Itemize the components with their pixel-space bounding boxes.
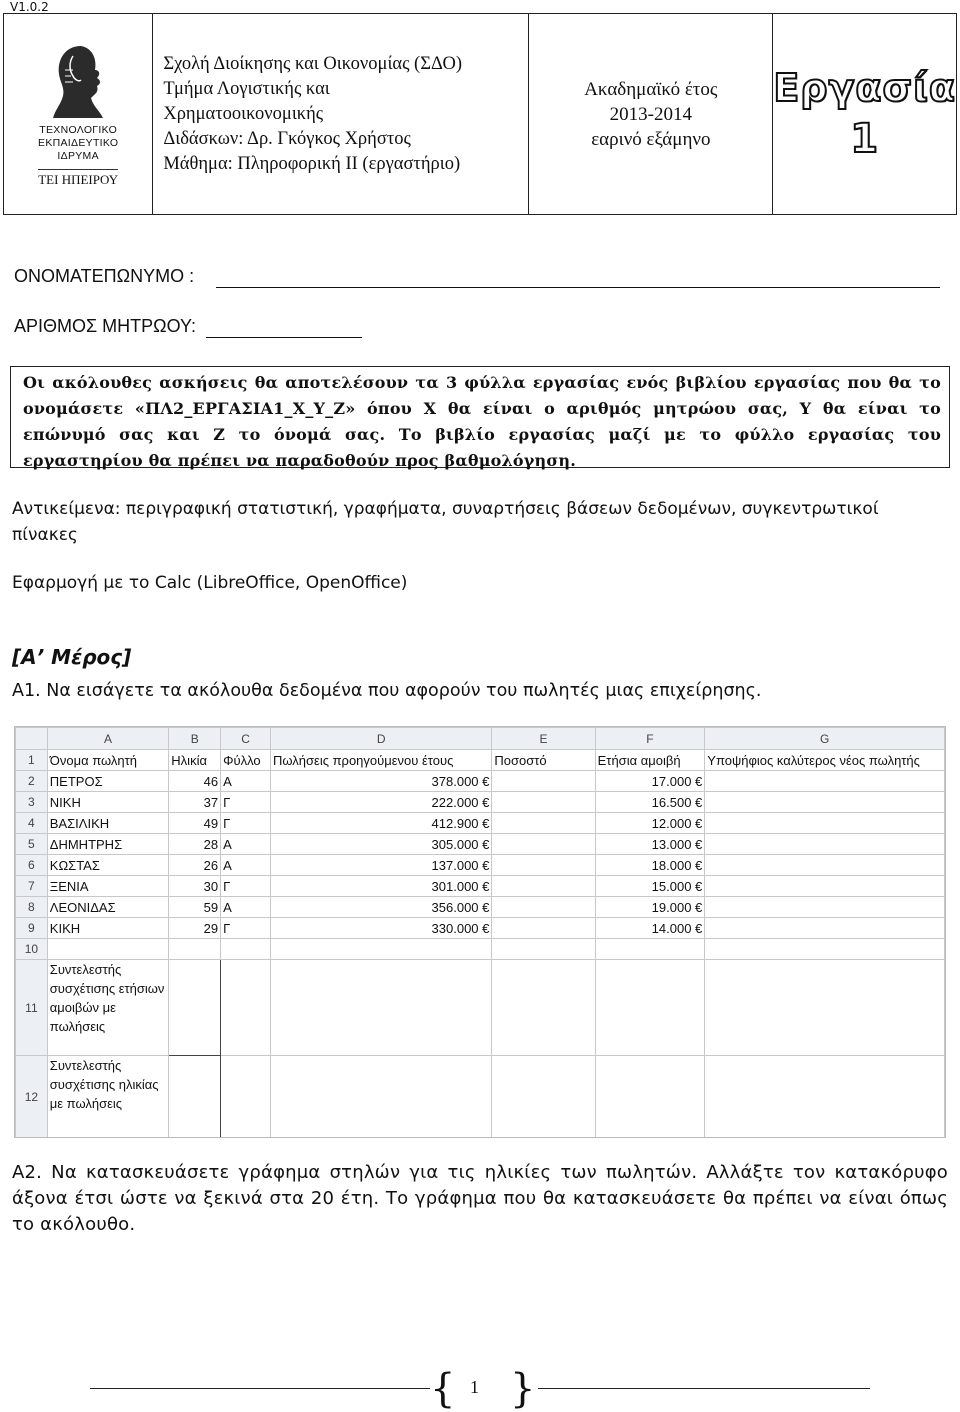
column-header[interactable]: C xyxy=(221,728,271,750)
cell[interactable] xyxy=(492,813,595,834)
instructions-box: Οι ακόλουθες ασκήσεις θα αποτελέσουν τα 3 φύλλα εργασίας ενός βιβλίου εργασίας που θα το ονομάσετε «ΠΛ2_ΕΡΓΑΣΙΑ1_Χ_Υ_Ζ» όπου Χ θα είναι ο αριθμός μητρώου σας, Υ θα είναι το επώνυμό σας και Ζ το όνομά σας. Το βιβλίο εργασίας μαζί με το φύλλο εργασίας του εργαστηρίου θα πρέπει να παραδοθούν προς βαθμολόγηση. xyxy=(10,366,950,468)
row-header[interactable]: 3 xyxy=(16,792,48,813)
footer-rule-right xyxy=(538,1388,870,1389)
cell[interactable] xyxy=(492,876,595,897)
cell[interactable]: 26 xyxy=(169,855,221,876)
table-row xyxy=(16,939,945,960)
cell[interactable]: ΝΙΚΗ xyxy=(47,792,169,813)
cell[interactable] xyxy=(221,1056,271,1138)
cell[interactable]: ΚΙΚΗ xyxy=(47,918,169,939)
footer-rule-left xyxy=(90,1388,430,1389)
column-header[interactable]: E xyxy=(492,728,595,750)
cell[interactable]: Α xyxy=(221,855,271,876)
cell[interactable]: 30 xyxy=(169,876,221,897)
cell[interactable]: Συντελεστής συσχέτισης ετήσιων αμοιβών με πωλήσεις xyxy=(47,960,169,1056)
logo-line-3: ΙΔΡΥΜΑ xyxy=(57,150,99,162)
cell[interactable]: 18.000 € xyxy=(595,855,705,876)
academic-year xyxy=(529,14,773,214)
table-row xyxy=(16,960,945,1056)
cell[interactable]: 15.000 € xyxy=(595,876,705,897)
row-header[interactable]: 4 xyxy=(16,813,48,834)
table-row xyxy=(16,918,945,939)
cell[interactable]: 412.900 € xyxy=(270,813,491,834)
cell[interactable]: Ποσοστό xyxy=(492,750,595,771)
school-line: Μάθημα: Πληροφορική ΙΙ (εργαστήριο) xyxy=(163,153,461,174)
row-header[interactable]: 12 xyxy=(16,1056,48,1138)
row-header[interactable]: 9 xyxy=(16,918,48,939)
table-row xyxy=(16,750,945,771)
cell[interactable]: 37 xyxy=(169,792,221,813)
cell[interactable]: ΒΑΣΙΛΙΚΗ xyxy=(47,813,169,834)
cell[interactable]: Γ xyxy=(221,792,271,813)
left-brace-icon: { xyxy=(430,1366,456,1412)
cell[interactable]: 29 xyxy=(169,918,221,939)
part-heading: [Α’ Μέρος] xyxy=(12,645,132,669)
cell[interactable] xyxy=(705,1056,945,1138)
cell[interactable] xyxy=(705,960,945,1056)
name-label: ΟΝΟΜΑΤΕΠΩΝΥΜΟ : xyxy=(14,266,195,286)
cell[interactable]: 222.000 € xyxy=(270,792,491,813)
cell[interactable] xyxy=(705,939,945,960)
spreadsheet xyxy=(14,726,946,1138)
cell[interactable]: 356.000 € xyxy=(270,897,491,918)
table-row xyxy=(16,813,945,834)
column-header[interactable]: G xyxy=(705,728,945,750)
cell[interactable] xyxy=(492,855,595,876)
cell[interactable] xyxy=(221,960,271,1056)
cell[interactable] xyxy=(169,960,221,1056)
school-line: Διδάσκων: Δρ. Γκόγκος Χρήστος xyxy=(163,128,411,149)
cell[interactable] xyxy=(705,771,945,792)
logo-line-1: ΤΕΧΝΟΛΟΓΙΚΟ xyxy=(39,124,118,136)
cell[interactable]: 12.000 € xyxy=(595,813,705,834)
year-line: 2013-2014 xyxy=(609,103,692,125)
column-header[interactable]: B xyxy=(169,728,221,750)
name-input-line[interactable] xyxy=(216,268,940,288)
row-header[interactable]: 7 xyxy=(16,876,48,897)
cell[interactable] xyxy=(492,792,595,813)
cell[interactable]: 19.000 € xyxy=(595,897,705,918)
year-line: εαρινό εξάμηνο xyxy=(591,128,711,150)
table-row xyxy=(16,876,945,897)
column-header[interactable]: F xyxy=(595,728,705,750)
row-header[interactable]: 2 xyxy=(16,771,48,792)
cell[interactable] xyxy=(705,876,945,897)
cell[interactable] xyxy=(492,897,595,918)
institution-logo xyxy=(4,14,153,214)
cell[interactable]: Φύλλο xyxy=(221,750,271,771)
cell[interactable] xyxy=(47,939,169,960)
application-text: Εφαρμογή με το Calc (LibreOffice, OpenOffice) xyxy=(12,573,408,593)
objectives-text: Αντικείμενα: περιγραφική στατιστική, γραφήματα, συναρτήσεις βάσεων δεδομένων, συγκεντρωτικοί πίνακες xyxy=(12,499,879,545)
table-row xyxy=(16,792,945,813)
cell[interactable]: Α xyxy=(221,834,271,855)
id-label: ΑΡΙΘΜΟΣ ΜΗΤΡΩΟΥ: xyxy=(14,316,197,336)
cell[interactable] xyxy=(492,771,595,792)
cell[interactable] xyxy=(492,939,595,960)
cell[interactable] xyxy=(221,939,271,960)
page-number: 1 xyxy=(470,1377,479,1397)
column-header[interactable]: A xyxy=(47,728,169,750)
cell[interactable] xyxy=(705,813,945,834)
cell[interactable]: Ετήσια αμοιβή xyxy=(595,750,705,771)
cell[interactable]: 137.000 € xyxy=(270,855,491,876)
table-row xyxy=(16,834,945,855)
cell[interactable]: 59 xyxy=(169,897,221,918)
spreadsheet-grid xyxy=(15,727,945,1138)
cell[interactable]: Α xyxy=(221,771,271,792)
table-row xyxy=(16,855,945,876)
cell[interactable]: 17.000 € xyxy=(595,771,705,792)
cell[interactable] xyxy=(169,1056,221,1138)
column-header[interactable]: D xyxy=(270,728,491,750)
cell[interactable] xyxy=(705,855,945,876)
cell[interactable] xyxy=(492,960,595,1056)
table-row xyxy=(16,771,945,792)
cell[interactable]: 13.000 € xyxy=(595,834,705,855)
cell[interactable]: ΛΕΟΝΙΔΑΣ xyxy=(47,897,169,918)
cell[interactable]: 301.000 € xyxy=(270,876,491,897)
cell[interactable] xyxy=(595,960,705,1056)
cell[interactable]: Υποψήφιος καλύτερος νέος πωλητής xyxy=(705,750,945,771)
cell[interactable]: Α xyxy=(221,897,271,918)
id-input-line[interactable] xyxy=(206,318,362,338)
title-text: Εργασία xyxy=(773,66,956,110)
cell[interactable]: 49 xyxy=(169,813,221,834)
cell[interactable]: ΔΗΜΗΤΡΗΣ xyxy=(47,834,169,855)
row-header[interactable]: 6 xyxy=(16,855,48,876)
cell[interactable] xyxy=(492,834,595,855)
cell[interactable]: 16.500 € xyxy=(595,792,705,813)
row-header[interactable]: 11 xyxy=(16,960,48,1056)
cell[interactable]: ΚΩΣΤΑΣ xyxy=(47,855,169,876)
table-row xyxy=(16,1056,945,1138)
cell[interactable]: ΞΕΝΙΑ xyxy=(47,876,169,897)
cell[interactable]: Ηλικία xyxy=(169,750,221,771)
page-footer xyxy=(90,1366,870,1412)
cell[interactable]: 378.000 € xyxy=(270,771,491,792)
profile-head-icon xyxy=(43,40,113,120)
cell[interactable] xyxy=(595,939,705,960)
cell[interactable] xyxy=(705,918,945,939)
cell[interactable] xyxy=(270,939,491,960)
school-info xyxy=(153,14,529,214)
row-header[interactable]: 1 xyxy=(16,750,48,771)
task-a2: Α2. Να κατασκευάσετε γράφημα στηλών για τις ηλικίες των πωλητών. Αλλάξτε τον κατακόρυφο άξονα έτσι ώστε να ξεκινά στα 20 έτη. Το γράφημα που θα κατασκευάσετε θα πρέπει να είναι όπως το ακόλουθο. xyxy=(12,1162,948,1235)
cell[interactable] xyxy=(705,834,945,855)
right-brace-icon: } xyxy=(510,1366,536,1412)
school-line: Χρηματοοικονομικής xyxy=(163,103,324,124)
cell[interactable]: 28 xyxy=(169,834,221,855)
header-table xyxy=(3,13,957,215)
cell[interactable] xyxy=(270,960,491,1056)
cell[interactable] xyxy=(270,1056,491,1138)
cell[interactable]: Πωλήσεις προηγούμενου έτους xyxy=(270,750,491,771)
cell[interactable]: 330.000 € xyxy=(270,918,491,939)
cell[interactable] xyxy=(492,1056,595,1138)
assignment-title xyxy=(773,14,956,214)
cell[interactable]: Όνομα πωλητή xyxy=(47,750,169,771)
row-header[interactable]: 10 xyxy=(16,939,48,960)
version-label: V1.0.2 xyxy=(10,0,49,14)
task-a1: Α1. Να εισάγετε τα ακόλουθα δεδομένα που αφορούν του πωλητές μιας επιχείρησης. xyxy=(12,681,762,701)
cell[interactable] xyxy=(705,792,945,813)
row-header[interactable]: 8 xyxy=(16,897,48,918)
column-header-row xyxy=(16,728,945,750)
cell[interactable] xyxy=(492,918,595,939)
title-number: 1 xyxy=(850,116,880,162)
cell[interactable]: Συντελεστής συσχέτισης ηλικίας με πωλήσεις xyxy=(47,1056,169,1138)
table-row xyxy=(16,897,945,918)
row-header[interactable]: 5 xyxy=(16,834,48,855)
cell[interactable]: 46 xyxy=(169,771,221,792)
logo-line-2: ΕΚΠΑΙΔΕΥΤΙΚΟ xyxy=(38,137,119,149)
cell[interactable]: Γ xyxy=(221,813,271,834)
cell[interactable] xyxy=(169,939,221,960)
logo-subtitle: ΤΕΙ ΗΠΕΙΡΟΥ xyxy=(38,169,118,188)
corner-cell[interactable] xyxy=(16,728,48,750)
cell[interactable]: 14.000 € xyxy=(595,918,705,939)
cell[interactable] xyxy=(595,1056,705,1138)
cell[interactable]: Γ xyxy=(221,918,271,939)
cell[interactable]: ΠΕΤΡΟΣ xyxy=(47,771,169,792)
cell[interactable]: Γ xyxy=(221,876,271,897)
cell[interactable] xyxy=(705,897,945,918)
year-line: Ακαδημαϊκό έτος xyxy=(584,78,718,100)
cell[interactable]: 305.000 € xyxy=(270,834,491,855)
school-line: Σχολή Διοίκησης και Οικονομίας (ΣΔΟ) xyxy=(163,53,463,74)
school-line: Τμήμα Λογιστικής και xyxy=(163,78,330,99)
